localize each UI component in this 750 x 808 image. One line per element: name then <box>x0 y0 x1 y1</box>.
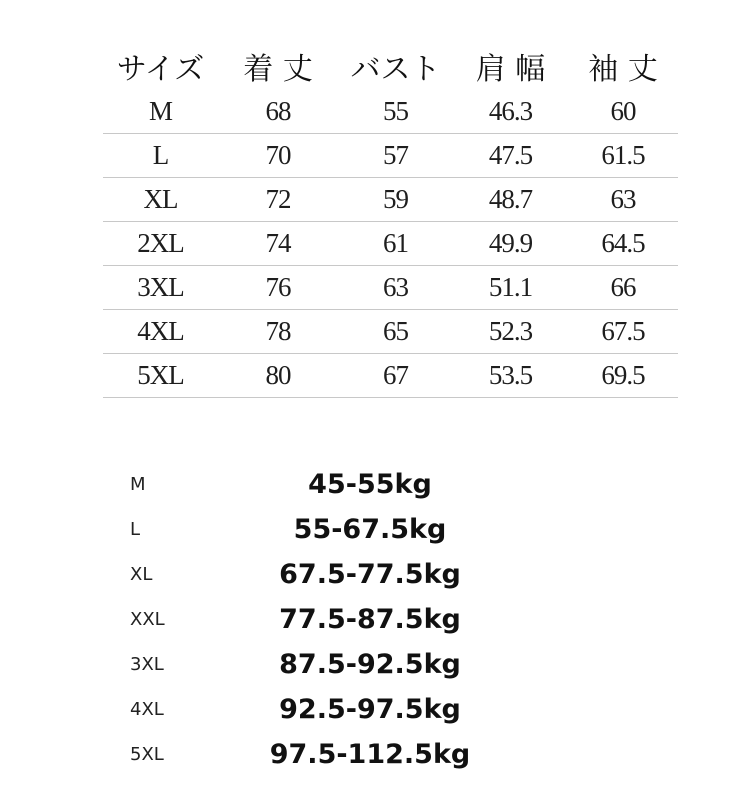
header-shoulder: 肩 幅 <box>475 52 546 87</box>
header-size: サイズ <box>116 52 205 87</box>
header-sleeve: 袖 丈 <box>588 52 658 87</box>
table-row <box>103 178 678 222</box>
table-row <box>103 222 678 266</box>
bust-cell: 55 <box>383 96 408 126</box>
size-cell: M <box>148 96 172 126</box>
size-cell: XL <box>143 184 178 214</box>
weight-size-label: 3XL <box>130 654 164 675</box>
bust-cell: 57 <box>383 140 408 170</box>
weight-range-value: 87.5-92.5kg <box>279 649 461 680</box>
length-cell: 76 <box>265 272 291 302</box>
shoulder-cell: 51.1 <box>488 272 533 302</box>
weight-size-label: 4XL <box>130 699 164 720</box>
size-cell: 2XL <box>137 228 184 258</box>
shoulder-cell: 47.5 <box>488 140 533 170</box>
size-chart-table <box>103 42 678 398</box>
sleeve-cell: 60 <box>610 96 636 126</box>
table-row <box>103 354 678 398</box>
list-item <box>130 552 550 597</box>
sleeve-cell: 61.5 <box>601 140 645 170</box>
weight-guide-table <box>130 462 550 777</box>
size-cell: L <box>152 140 169 170</box>
list-item <box>130 462 550 507</box>
weight-size-label: L <box>130 519 141 540</box>
length-cell: 78 <box>265 316 291 346</box>
weight-range-value: 67.5-77.5kg <box>279 559 461 590</box>
size-cell: 3XL <box>137 272 184 302</box>
length-cell: 70 <box>265 140 291 170</box>
table-row <box>103 90 678 134</box>
list-item <box>130 732 550 777</box>
bust-cell: 59 <box>383 184 408 214</box>
weight-range-value: 92.5-97.5kg <box>279 694 461 725</box>
weight-range-value: 45-55kg <box>308 469 432 500</box>
size-chart-header-row <box>103 42 678 90</box>
weight-range-value: 77.5-87.5kg <box>279 604 461 635</box>
shoulder-cell: 48.7 <box>488 184 533 214</box>
table-row <box>103 266 678 310</box>
weight-size-label: XXL <box>130 609 165 630</box>
header-bust: バスト <box>350 52 441 87</box>
weight-size-label: M <box>130 474 146 495</box>
sleeve-cell: 64.5 <box>601 228 645 258</box>
list-item <box>130 687 550 732</box>
bust-cell: 67 <box>383 360 408 390</box>
length-cell: 80 <box>265 360 291 390</box>
size-cell: 5XL <box>137 360 184 390</box>
list-item <box>130 507 550 552</box>
shoulder-cell: 49.9 <box>488 228 533 258</box>
sleeve-cell: 69.5 <box>601 360 645 390</box>
bust-cell: 63 <box>383 272 408 302</box>
bust-cell: 61 <box>383 228 408 258</box>
weight-size-label: 5XL <box>130 744 164 765</box>
list-item <box>130 642 550 687</box>
weight-size-label: XL <box>130 564 153 585</box>
shoulder-cell: 52.3 <box>488 316 533 346</box>
weight-range-value: 97.5-112.5kg <box>269 739 471 770</box>
length-cell: 74 <box>265 228 291 258</box>
header-length: 着 丈 <box>243 52 313 87</box>
bust-cell: 65 <box>383 316 408 346</box>
sleeve-cell: 66 <box>610 272 636 302</box>
sleeve-cell: 63 <box>610 184 636 214</box>
weight-range-value: 55-67.5kg <box>293 514 447 545</box>
table-row <box>103 310 678 354</box>
shoulder-cell: 53.5 <box>488 360 533 390</box>
table-row <box>103 134 678 178</box>
size-cell: 4XL <box>137 316 184 346</box>
list-item <box>130 597 550 642</box>
shoulder-cell: 46.3 <box>488 96 533 126</box>
sleeve-cell: 67.5 <box>601 316 645 346</box>
length-cell: 72 <box>265 184 291 214</box>
length-cell: 68 <box>265 96 291 126</box>
